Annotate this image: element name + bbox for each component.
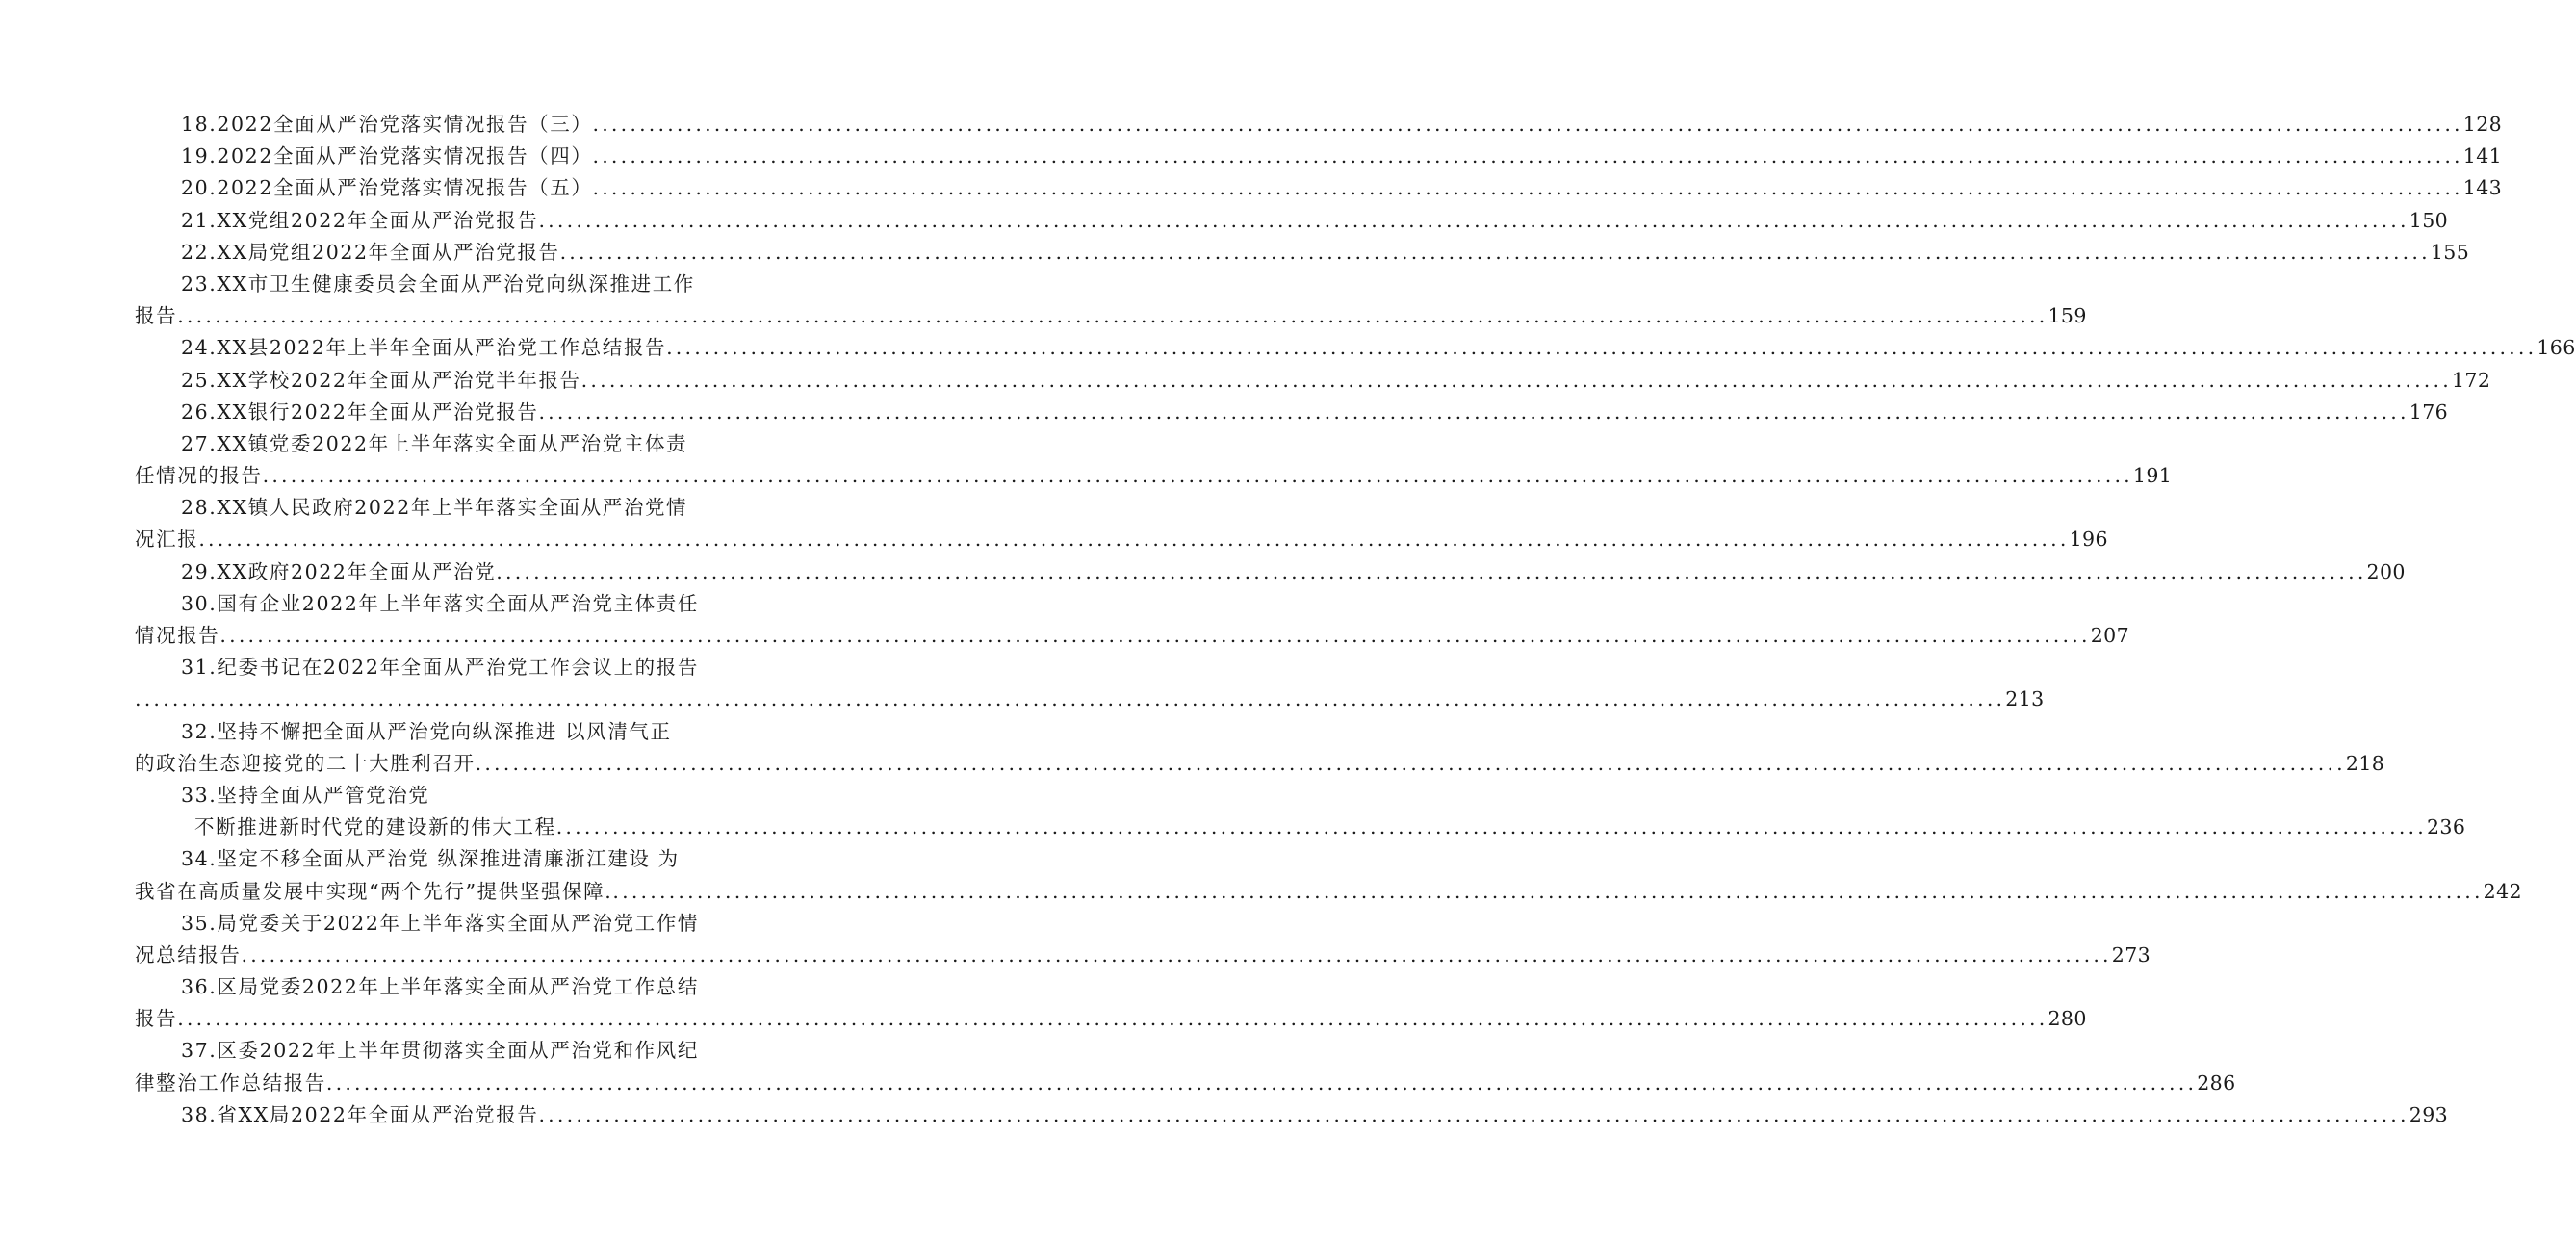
toc-entry-title: 32.坚持不懈把全面从严治党向纵深推进 以风清气正	[181, 719, 672, 743]
toc-entry-continuation[interactable]	[135, 460, 2173, 492]
toc-entry-title: 25.XX学校2022年全面从严治党半年报告	[181, 368, 581, 392]
toc-entry-title: 的政治生态迎接党的二十大胜利召开	[135, 751, 476, 775]
toc-entry[interactable]	[135, 716, 741, 748]
toc-page-number: 280	[2048, 1007, 2087, 1031]
toc-page-number: 213	[2005, 687, 2045, 711]
toc-entry-title: 21.XX党组2022年全面从严治党报告	[181, 208, 539, 232]
toc-entry-title: 不断推进新时代党的建设新的伟大工程	[194, 815, 556, 839]
toc-page-number: 293	[2409, 1102, 2449, 1126]
toc-page-number: 150	[2409, 208, 2449, 232]
toc-entry[interactable]	[135, 588, 741, 620]
toc-entry[interactable]	[135, 237, 2470, 269]
toc-entry-title: 18.2022全面从严治党落实情况报告（三）	[181, 113, 593, 136]
toc-entry-continuation[interactable]	[135, 748, 2385, 780]
toc-entry-continuation[interactable]	[135, 683, 2045, 715]
toc-page-number: 172	[2451, 368, 2491, 392]
toc-leader-dots: ........................................................................................................................................................................................................	[592, 144, 2463, 168]
toc-entry[interactable]	[135, 908, 741, 940]
toc-page-number: 196	[2069, 528, 2108, 552]
toc-leader-dots: ........................................................................................................................................................................................................	[580, 368, 2452, 392]
toc-entry[interactable]	[135, 365, 2491, 397]
toc-page-number: 200	[2366, 559, 2406, 583]
toc-entry-title: 27.XX镇党委2022年上半年落实全面从严治党主体责	[181, 431, 688, 455]
toc-entry-title: 况汇报	[135, 528, 199, 552]
toc-leader-dots: ........................................................................................................................................................................................................	[538, 208, 2409, 232]
toc-entry-continuation[interactable]	[135, 300, 2087, 332]
toc-entry[interactable]	[135, 1035, 741, 1067]
toc-entry-continuation[interactable]	[135, 1003, 2087, 1035]
toc-entry-continuation[interactable]	[135, 940, 2151, 971]
toc-entry-title: 22.XX局党组2022年全面从严治党报告	[181, 240, 560, 264]
toc-leader-dots: ........................................................................................................................................................................................................	[262, 464, 2133, 488]
toc-page-number: 159	[2048, 304, 2087, 328]
toc-entry-title: 33.坚持全面从严管党治党	[181, 783, 430, 807]
toc-entry-title: 35.局党委关于2022年上半年落实全面从严治党工作情	[181, 911, 699, 935]
table-of-contents	[135, 109, 2576, 1131]
toc-entry-title: 34.坚定不移全面从严治党 纵深推进清廉浙江建设 为	[181, 847, 680, 871]
toc-leader-dots: ........................................................................................................................................................................................................	[538, 400, 2409, 424]
toc-leader-dots: ........................................................................................................................................................................................................	[135, 687, 2006, 711]
toc-page-number: 273	[2111, 942, 2151, 967]
toc-entry[interactable]	[135, 780, 741, 812]
toc-entry[interactable]	[135, 397, 2449, 428]
toc-entry-title: 19.2022全面从严治党落实情况报告（四）	[181, 144, 593, 168]
toc-entry-continuation[interactable]	[135, 812, 2466, 843]
toc-leader-dots: ........................................................................................................................................................................................................	[198, 528, 2070, 552]
toc-entry[interactable]	[135, 172, 2503, 204]
toc-entry[interactable]	[135, 141, 2503, 172]
toc-page-number: 166	[2537, 336, 2576, 360]
toc-entry-continuation[interactable]	[135, 876, 2523, 908]
toc-leader-dots: ........................................................................................................................................................................................................	[496, 559, 2367, 583]
toc-entry-title: 20.2022全面从严治党落实情况报告（五）	[181, 176, 593, 200]
toc-leader-dots: ........................................................................................................................................................................................................	[559, 240, 2431, 264]
toc-page-number: 143	[2462, 176, 2503, 200]
toc-page-number: 286	[2197, 1070, 2236, 1095]
toc-leader-dots: ........................................................................................................................................................................................................	[555, 815, 2427, 839]
toc-leader-dots: ........................................................................................................................................................................................................	[666, 336, 2537, 360]
toc-entry[interactable]	[135, 492, 741, 524]
toc-entry[interactable]	[135, 971, 741, 1003]
toc-entry-title: 24.XX县2022年上半年全面从严治党工作总结报告	[181, 336, 667, 360]
toc-entry-title: 报告	[135, 304, 178, 328]
toc-entry-title: 31.纪委书记在2022年全面从严治党工作会议上的报告	[181, 656, 699, 680]
toc-leader-dots: ........................................................................................................................................................................................................	[241, 942, 2112, 967]
toc-entry-title: 报告	[135, 1007, 178, 1031]
toc-entry[interactable]	[135, 652, 741, 683]
toc-entry-continuation[interactable]	[135, 1068, 2236, 1099]
toc-entry-title: 26.XX银行2022年全面从严治党报告	[181, 400, 539, 424]
toc-leader-dots: ........................................................................................................................................................................................................	[592, 113, 2463, 136]
toc-entry[interactable]	[135, 109, 2503, 141]
toc-entry-title: 28.XX镇人民政府2022年上半年落实全面从严治党情	[181, 496, 688, 520]
toc-entry-title: 律整治工作总结报告	[135, 1070, 326, 1095]
toc-entry-continuation[interactable]	[135, 620, 2130, 652]
toc-entry-title: 29.XX政府2022年全面从严治党	[181, 559, 497, 583]
toc-entry-title: 30.国有企业2022年上半年落实全面从严治党主体责任	[181, 591, 699, 615]
toc-entry[interactable]	[135, 269, 741, 300]
toc-entry-title: 23.XX市卫生健康委员会全面从严治党向纵深推进工作	[181, 271, 695, 296]
toc-page-number: 191	[2132, 464, 2173, 488]
toc-entry[interactable]	[135, 556, 2406, 588]
toc-leader-dots: ........................................................................................................................................................................................................	[177, 1007, 2048, 1031]
toc-leader-dots: ........................................................................................................................................................................................................	[538, 1102, 2409, 1126]
toc-leader-dots: ........................................................................................................................................................................................................	[475, 751, 2346, 775]
toc-entry-title: 36.区局党委2022年上半年落实全面从严治党工作总结	[181, 975, 699, 999]
toc-page-number: 236	[2426, 815, 2466, 839]
toc-entry-title: 任情况的报告	[135, 464, 263, 488]
toc-entry-title: 况总结报告	[135, 942, 242, 967]
toc-page-number: 207	[2090, 624, 2130, 647]
toc-page-number: 242	[2483, 879, 2523, 903]
toc-entry[interactable]	[135, 1099, 2449, 1131]
toc-entry[interactable]	[135, 205, 2449, 237]
toc-entry[interactable]	[135, 332, 2576, 364]
toc-entry-continuation[interactable]	[135, 524, 2108, 555]
toc-entry-title: 我省在高质量发展中实现“两个先行”提供坚强保障.	[135, 879, 613, 903]
toc-leader-dots: ........................................................................................................................................................................................................	[325, 1070, 2198, 1095]
toc-leader-dots: ........................................................................................................................................................................................................	[177, 304, 2048, 328]
toc-entry-title: 37.区委2022年上半年贯彻落实全面从严治党和作风纪	[181, 1039, 699, 1063]
toc-page-number: 128	[2462, 113, 2503, 136]
toc-entry-title: 情况报告	[135, 624, 220, 647]
toc-entry-title: 38.省XX局2022年全面从严治党报告	[181, 1102, 539, 1126]
toc-leader-dots: ........................................................................................................................................................................................................	[219, 624, 2091, 647]
toc-entry[interactable]	[135, 428, 741, 460]
toc-leader-dots: ........................................................................................................................................................................................................	[612, 879, 2484, 903]
toc-entry[interactable]	[135, 843, 741, 875]
toc-page-number: 141	[2462, 144, 2503, 168]
toc-page-number: 155	[2430, 240, 2470, 264]
toc-leader-dots: ........................................................................................................................................................................................................	[592, 176, 2463, 200]
toc-page-number: 218	[2345, 751, 2385, 775]
toc-page-number: 176	[2409, 400, 2449, 424]
